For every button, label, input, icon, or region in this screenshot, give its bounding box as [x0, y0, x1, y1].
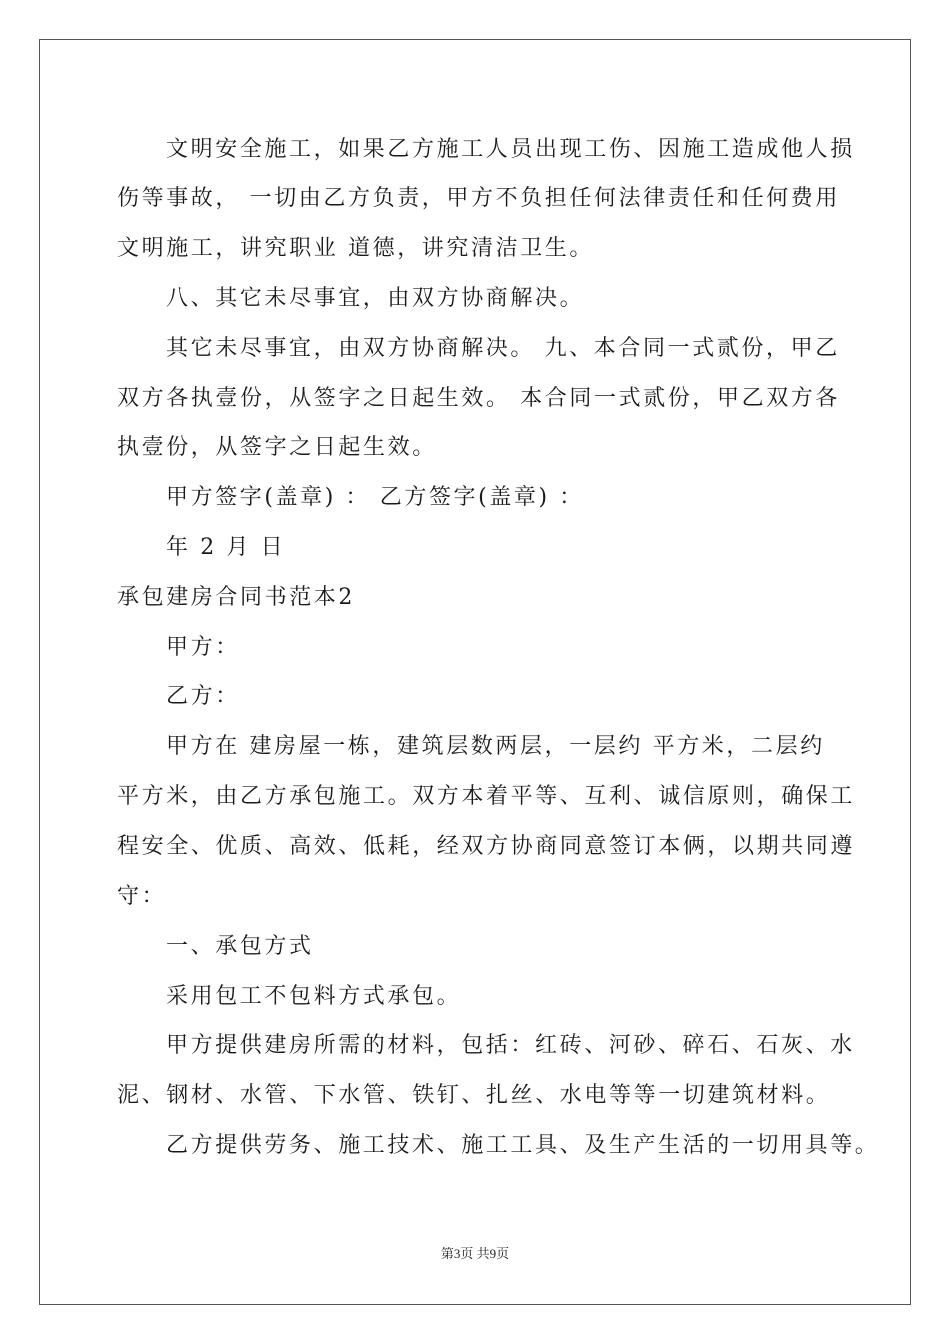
signature-line: 甲方签字(盖章) ： 乙方签字(盖章) ： [166, 485, 584, 510]
paragraph-line: 伤等事故， 一切由乙方负责，甲方不负担任何法律责任和任何费用 [117, 186, 840, 211]
date-line: 年 2 月 日 [166, 535, 286, 560]
paragraph-line: 乙方提供劳务、施工技术、施工工具、及生产生活的一切用具等。 [166, 1133, 880, 1158]
paragraph-line: 其它未尽事宜，由双方协商解决。 九、本合同一式贰份，甲乙 [166, 336, 840, 361]
paragraph-line: 守： [117, 884, 167, 909]
party-a-line: 甲方： [166, 635, 240, 660]
section-heading: 一、承包方式 [166, 934, 314, 959]
paragraph-line: 泥、钢材、水管、下水管、铁钉、扎丝、水电等等一切建筑材料。 [117, 1083, 831, 1108]
paragraph-line: 采用包工不包料方式承包。 [166, 984, 462, 1009]
paragraph-line: 文明安全施工，如果乙方施工人员出现工伤、因施工造成他人损 [166, 137, 855, 162]
paragraph-line: 双方各执壹份，从签字之日起生效。 本合同一式贰份，甲乙双方各 [117, 386, 840, 411]
document-title: 承包建房合同书范本2 [117, 585, 355, 610]
page-border [39, 39, 911, 1305]
section-heading: 八、其它未尽事宜，由双方协商解决。 [166, 286, 585, 311]
paragraph-line: 平方米，由乙方承包施工。双方本着平等、互利、诚信原则，确保工 [117, 784, 856, 809]
party-b-line: 乙方： [166, 684, 240, 709]
paragraph-line: 文明施工，讲究职业 道德，讲究清洁卫生。 [117, 236, 594, 261]
paragraph-line: 甲方在 建房屋一栋，建筑层数两层，一层约 平方米，二层约 [166, 734, 825, 759]
paragraph-line: 执壹份，从签字之日起生效。 [117, 435, 437, 460]
page-number: 第3页 共9页 [440, 1246, 510, 1261]
paragraph-line: 甲方提供建房所需的材料，包括：红砖、河砂、碎石、石灰、水 [166, 1033, 855, 1058]
paragraph-line: 程安全、优质、高效、低耗，经双方协商同意签订本俩，以期共同遵 [117, 834, 856, 859]
